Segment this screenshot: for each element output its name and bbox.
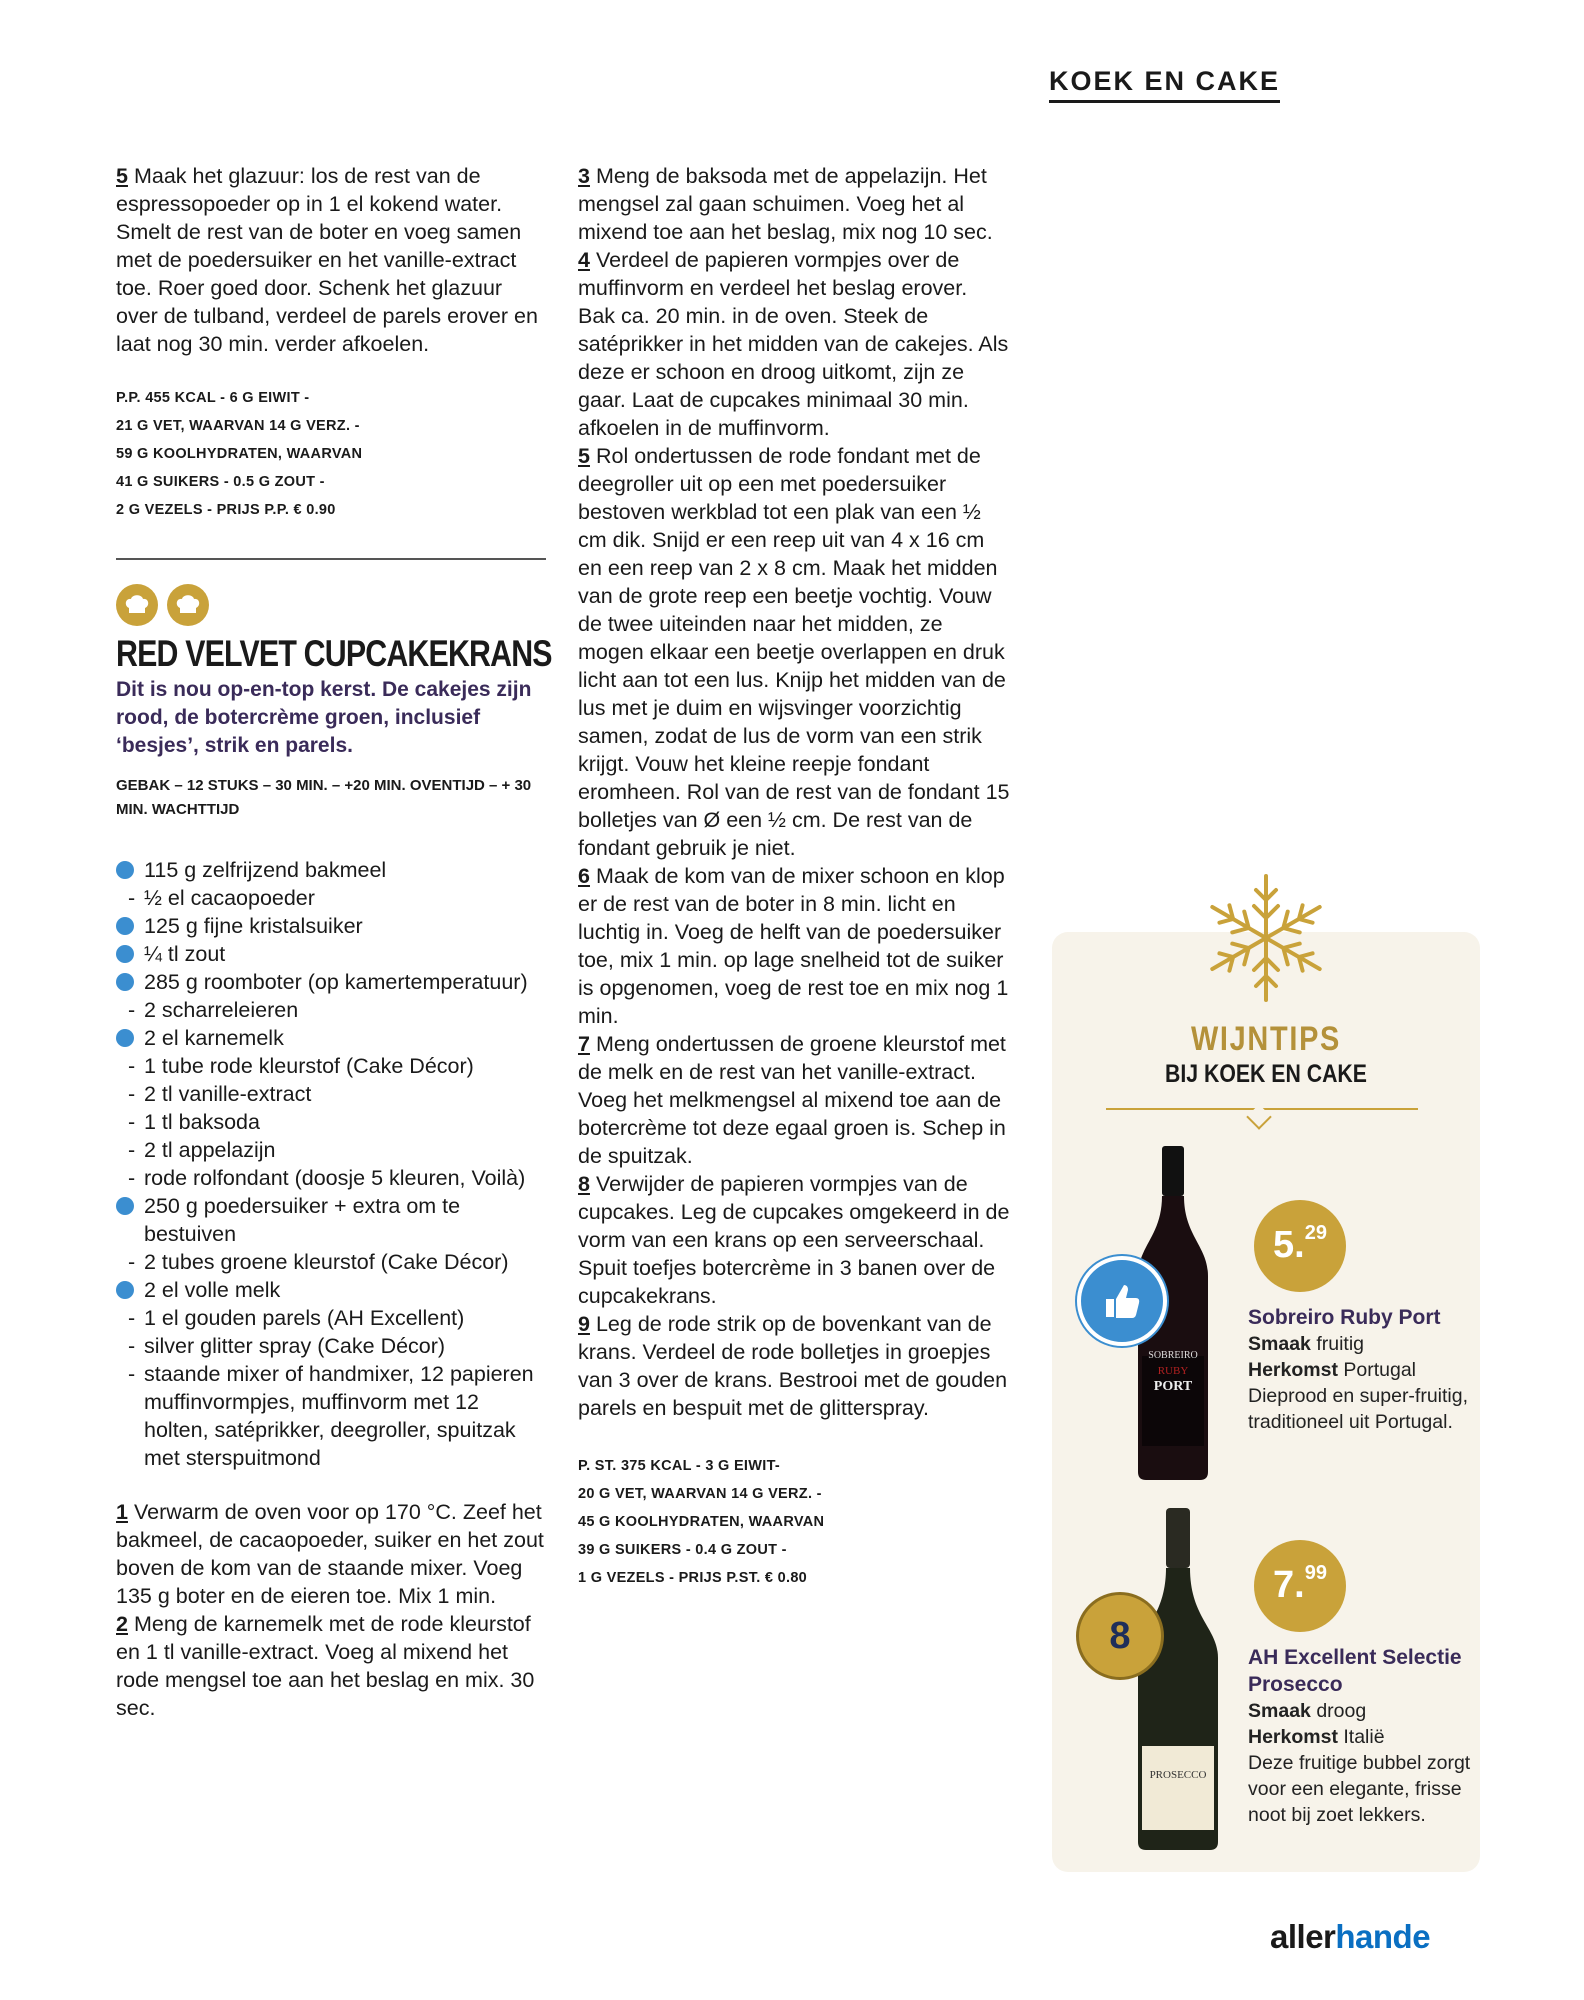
list-dash: - (128, 998, 136, 1022)
prosecco-bottle-image (1130, 1508, 1226, 1852)
ah-product-icon (116, 861, 134, 879)
wine-origin: Herkomst Portugal (1248, 1359, 1417, 1381)
ingredient-item (116, 1108, 546, 1136)
ingredient-item (116, 884, 546, 912)
recipe-step: 8 Verwijder de papieren vormpjes van de cupcakes. Leg de cupcakes omgekeerd in de vorm van een krans op een serveerschaal. Spuit toefjes botercrème in 3 banen over de cupcakekrans. (578, 1172, 1010, 1308)
recipe-intro: Dit is nou op-en-top kerst. De cakejes zijn rood, de botercrème groen, inclusief ‘besjes’, strik en parels. (116, 678, 532, 757)
ingredient-item (116, 1164, 546, 1192)
ingredient-item (116, 1248, 546, 1276)
nutrition-line: 39 G SUIKERS - 0.4 G ZOUT - (578, 1542, 787, 1558)
ingredient-item (116, 1360, 546, 1472)
recipe-step: 5 Rol ondertussen de rode fondant met de deegroller uit op een met poedersuiker bestoven werkblad tot een plak van een ½ cm dik. Snijd er een reep uit van 4 x 16 cm en een reep van 2 x 8 cm. Maak het midden van de grote reep een beetje vochtig. Vouw de twee uiteinden naar het midden, ze mogen elkaar een beetje overlappen en druk licht aan tot een lus. Knijp het midden van de lus met je duim en wijsvinger voorzichtig samen, zodat de lus de vorm van een strik krijgt. Vouw het kleine reepje fondant eromheen. Rol van de rest van de fondant 15 bolletjes van Ø een ½ cm. De rest van de fondant gebruik je niet. (578, 444, 1010, 860)
ingredient-item (116, 996, 546, 1024)
ingredient-text: 1 el gouden parels (AH Excellent) (144, 1306, 465, 1330)
wine-info (1248, 1644, 1478, 1828)
wine-name: Sobreiro Ruby Port (1248, 1306, 1441, 1329)
ingredient-item (116, 1080, 546, 1108)
recipe-step: 3 Meng de baksoda met de appelazijn. Het mengsel zal gaan schuimen. Voeg het al mixend toe aan het beslag, mix nog 10 sec. (578, 164, 993, 244)
nutrition-line: 21 G VET, WAARVAN 14 G VERZ. - (116, 418, 360, 434)
list-dash: - (128, 1250, 136, 1274)
ingredient-item (116, 912, 546, 940)
ah-product-icon (116, 1281, 134, 1299)
ingredient-text: silver glitter spray (Cake Décor) (144, 1334, 446, 1358)
ingredient-text: 2 el karnemelk (144, 1026, 284, 1050)
ingredient-text: 2 tl vanille-extract (144, 1082, 312, 1106)
recipe-step: 1 Verwarm de oven voor op 170 °C. Zeef het bakmeel, de cacaopoeder, suiker en het zout boven de kom van de staande mixer. Voeg 135 g boter en de eieren toe. Mix 1 min. (116, 1500, 544, 1608)
prev-step-5: 5 Maak het glazuur: los de rest van de espressopoeder op in 1 el kokend water. Smelt de rest van de boter en voeg samen met de poedersuiker en het vanille-extract toe. Roer goed door. Schenk het glazuur over de tulband, verdeel de parels erover en laat nog 30 min. verder afkoelen. (116, 164, 538, 356)
ingredient-text: rode rolfondant (doosje 5 kleuren, Voilà) (144, 1166, 526, 1190)
wine-taste: Smaak fruitig (1248, 1333, 1364, 1355)
list-dash: - (128, 1306, 136, 1330)
ah-product-icon (116, 973, 134, 991)
wine-tips-title: WIJNTIPS (1190, 1020, 1342, 1058)
bottle-label: RUBY (1157, 1365, 1189, 1377)
bottle-label: PROSECCO (1149, 1769, 1207, 1781)
ingredient-text: staande mixer of handmixer, 12 papieren muffinvormpjes, muffinvorm met 12 holten, satéprikker, deegroller, spuitzak met sterspuitmond (144, 1362, 534, 1470)
list-dash: - (128, 1110, 136, 1134)
list-dash: - (128, 1082, 136, 1106)
nutrition-line: 20 G VET, WAARVAN 14 G VERZ. - (578, 1486, 822, 1502)
ah-product-icon (116, 945, 134, 963)
wine-info (1248, 1304, 1478, 1435)
list-dash: - (128, 1362, 136, 1386)
wine-description: Deze fruitige bubbel zorgt voor een elegante, frisse noot bij zoet lekkers. (1248, 1752, 1471, 1826)
ah-product-icon (116, 917, 134, 935)
wine-name: AH Excellent Selectie Prosecco (1248, 1646, 1462, 1696)
ingredient-text: 2 el volle melk (144, 1278, 281, 1302)
list-dash: - (128, 886, 136, 910)
column-left (116, 162, 552, 1722)
recipe-nutrition (578, 1452, 1010, 1592)
ingredient-text: 2 tubes groene kleurstof (Cake Décor) (144, 1250, 509, 1274)
ingredient-item (116, 1332, 546, 1360)
nutrition-line: 2 G VEZELS - PRIJS P.P. € 0.90 (116, 502, 336, 518)
ingredient-item (116, 1052, 546, 1080)
ingredient-text: 250 g poedersuiker + extra om te bestuiven (144, 1194, 461, 1246)
list-dash: - (128, 1166, 136, 1190)
recipe-step: 7 Meng ondertussen de groene kleurstof met de melk en de rest van het vanille-extract. Voeg het melkmengsel al mixend toe aan de botercrème tot deze egaal groen is. Schep in de spuitzak. (578, 1032, 1006, 1168)
ah-product-icon (116, 1029, 134, 1047)
ingredient-text: ½ el cacaopoeder (144, 886, 315, 910)
list-dash: - (128, 1138, 136, 1162)
wine-description: Dieprood en super-fruitig, traditioneel uit Portugal. (1248, 1385, 1469, 1433)
recipe-meta: GEBAK – 12 STUKS – 30 MIN. – +20 MIN. OVENTIJD – + 30 MIN. WACHTTIJD (116, 777, 532, 818)
bottle-label: PORT (1153, 1379, 1193, 1394)
ingredient-text: 2 tl appelazijn (144, 1138, 276, 1162)
section-title: KOEK EN CAKE (1049, 66, 1280, 103)
ah-product-icon (116, 1197, 134, 1215)
price-badge: 5. $^{29}$ (1254, 1200, 1346, 1292)
snowflake-icon (1206, 868, 1326, 1008)
thumbs-up-icon (1077, 1256, 1167, 1346)
recipe-step: 9 Leg de rode strik op de bovenkant van de krans. Verdeel de rode bolletjes in groepjes van 3 over de krans. Bestrooi met de gouden parels en bespuit met de glitterspray. (578, 1312, 1008, 1420)
ingredient-item (116, 1136, 546, 1164)
recipe-step: 2 Meng de karnemelk met de rode kleurstof en 1 tl vanille-extract. Voeg al mixend het rode mengsel toe aan het beslag en mix. 30 sec. (116, 1612, 535, 1720)
ingredient-text: 1 tl baksoda (144, 1110, 260, 1134)
prev-nutrition (116, 384, 546, 524)
ingredient-text: 125 g fijne kristalsuiker (144, 914, 363, 938)
chef-hat-icon (116, 584, 158, 626)
ingredient-item (116, 1304, 546, 1332)
ingredient-text: 285 g roomboter (op kamertemperatuur) (144, 970, 528, 994)
chef-hat-icon (167, 584, 209, 626)
ingredient-text: 1 tube rode kleurstof (Cake Décor) (144, 1054, 474, 1078)
price-badge: 7. $^{99}$ (1254, 1540, 1346, 1632)
recipe-step: 6 Maak de kom van de mixer schoon en klop er de rest van de boter in 8 min. licht en luchtig in. Voeg de helft van de poedersuiker toe, mix 1 min. op lage snelheid tot de suiker is opgenomen, voeg de rest toe en mix nog 1 min. (578, 864, 1009, 1028)
nutrition-line: 41 G SUIKERS - 0.5 G ZOUT - (116, 474, 325, 490)
ingredient-text: 2 scharreleieren (144, 998, 299, 1022)
ingredient-item (116, 940, 546, 968)
ingredient-list (116, 856, 546, 1472)
list-dash: - (128, 1054, 136, 1078)
wine-taste: Smaak droog (1248, 1700, 1367, 1722)
wine-tips-subtitle: BIJ KOEK EN CAKE (1165, 1060, 1367, 1088)
nutrition-line: 1 G VEZELS - PRIJS P.ST. € 0.80 (578, 1570, 808, 1586)
ingredient-item (116, 1276, 546, 1304)
ingredient-item (116, 1024, 546, 1052)
allerhande-logo: allerhande (1270, 1918, 1431, 1955)
divider (116, 558, 546, 560)
award-medal-icon: 8 (1076, 1592, 1164, 1680)
ingredient-text: ¼ tl zout (144, 942, 226, 966)
column-middle (578, 162, 1010, 1592)
ingredient-item (116, 968, 546, 996)
list-dash: - (128, 1334, 136, 1358)
nutrition-line: P. ST. 375 KCAL - 3 G EIWIT- (578, 1458, 781, 1474)
steps-middle (578, 162, 1010, 1422)
recipe-step: 4 Verdeel de papieren vormpjes over de muffinvorm en verdeel het beslag erover. Bak ca. 20 min. in de oven. Steek de satéprikker in het midden van de cakejes. Als deze er schoon en droog uitkomt, zijn ze gaar. Laat de cupcakes minimaal 30 min. afkoelen in de muffinvorm. (578, 248, 1009, 440)
bottle-label: SOBREIRO (1148, 1350, 1198, 1361)
recipe-title: RED VELVET CUPCAKEKRANS (116, 633, 552, 674)
nutrition-line: 45 G KOOLHYDRATEN, WAARVAN (578, 1514, 825, 1530)
wine-origin: Herkomst Italië (1248, 1726, 1385, 1748)
ingredient-item (116, 856, 546, 884)
nutrition-line: 59 G KOOLHYDRATEN, WAARVAN (116, 446, 363, 462)
steps-left (116, 1498, 546, 1722)
ingredient-item (116, 1192, 546, 1248)
nutrition-line: P.P. 455 KCAL - 6 G EIWIT - (116, 390, 310, 406)
ingredient-text: 115 g zelfrijzend bakmeel (144, 858, 387, 882)
difficulty-hats (116, 584, 546, 626)
